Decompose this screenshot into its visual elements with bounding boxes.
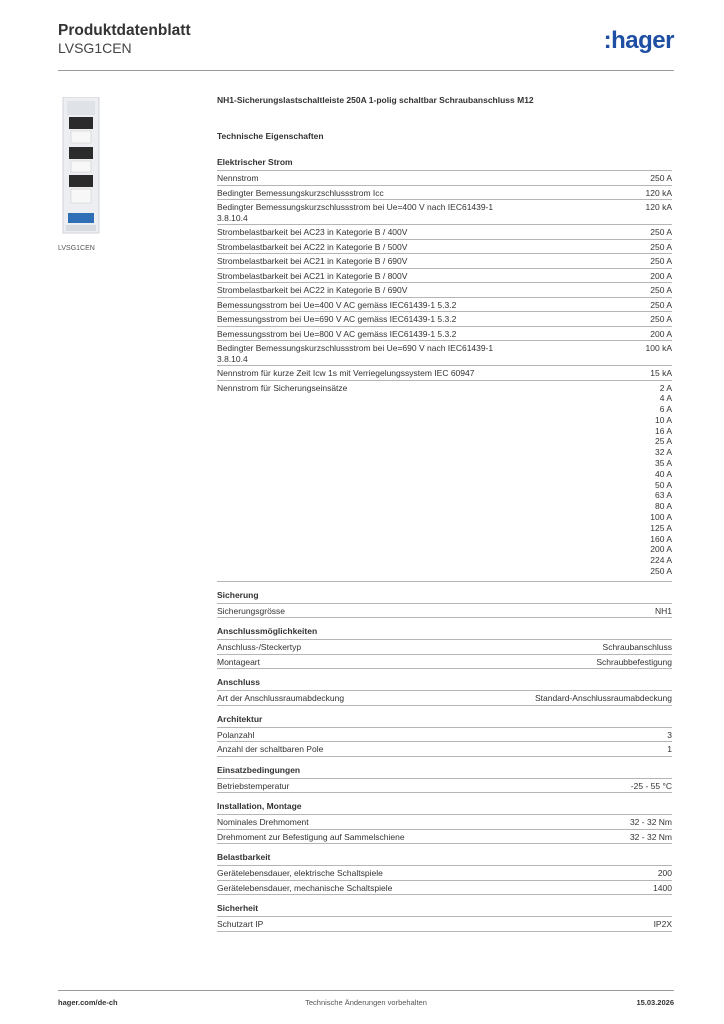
spec-label: Art der Anschlussraumabdeckung: [217, 693, 345, 704]
spec-label: Strombelastbarkeit bei AC22 in Kategorie B / 690V: [217, 285, 408, 295]
spec-label: Anzahl der schaltbaren Pole: [217, 744, 324, 755]
spec-row: [217, 341, 672, 366]
spec-row: [217, 200, 672, 225]
spec-label: Nennstrom für Sicherungseinsätze: [217, 382, 348, 393]
spec-label: Bedingter Bemessungskurzschlussstrom bei Ue=400 V nach IEC61439-1 3.8.10.4: [217, 202, 494, 223]
spec-value: Standard-Anschlussraumabdeckung: [534, 693, 672, 704]
fuse-rating-value: 25 A: [654, 436, 672, 447]
spec-value: Schraubbefestigung: [596, 656, 672, 667]
spec-section: [217, 801, 672, 844]
fuse-rating-value: 10 A: [654, 414, 672, 425]
spec-value: 200: [657, 868, 672, 879]
spec-label: Polanzahl: [217, 729, 255, 740]
spec-label: Strombelastbarkeit bei AC21 in Kategorie B / 690V: [217, 256, 408, 266]
fuse-rating-values: [650, 383, 672, 577]
spec-value: 15 kA: [650, 368, 672, 378]
spec-label: Anschluss-/Steckertyp: [217, 642, 302, 653]
spec-section: [217, 590, 672, 619]
spec-row: [217, 866, 672, 881]
footer-divider: [58, 990, 674, 991]
spec-row: [217, 254, 672, 269]
spec-row: [217, 779, 672, 794]
spec-row: [217, 186, 672, 201]
fuse-rating-value: 32 A: [654, 447, 672, 458]
spec-value: 250 A: [650, 256, 672, 266]
image-caption: LVSG1CEN: [58, 245, 95, 252]
fuse-rating-value: 4 A: [659, 393, 672, 404]
spec-row: [217, 640, 672, 655]
spec-label: Nominales Drehmoment: [217, 817, 309, 828]
spec-section: [217, 765, 672, 794]
spec-label: Strombelastbarkeit bei AC23 in Kategorie B / 400V: [217, 227, 408, 237]
spec-label: Bemessungsstrom bei Ue=800 V AC gemäss IEC61439-1 5.3.2: [217, 328, 457, 339]
section-title: Belastbarkeit: [217, 852, 672, 866]
spec-section: [217, 714, 672, 757]
section-title: Installation, Montage: [217, 801, 672, 815]
section-title: Elektrischer Strom: [217, 157, 672, 171]
spec-label: Bedingter Bemessungskurzschlussstrom bei Ue=690 V nach IEC61439-1 3.8.10.4: [217, 343, 494, 364]
spec-value: 3: [667, 729, 672, 740]
spec-value: 250 A: [650, 285, 672, 295]
fuse-rating-value: 125 A: [650, 522, 672, 533]
spec-row: [217, 269, 672, 284]
spec-value: 32 - 32 Nm: [629, 831, 672, 842]
page-header: [58, 22, 674, 62]
spec-label: Bemessungsstrom bei Ue=400 V AC gemäss IEC61439-1 5.3.2: [217, 299, 457, 310]
spec-section: [217, 852, 672, 895]
spec-section: [217, 626, 672, 669]
spec-label: Nennstrom: [217, 173, 259, 183]
spec-value: 200 A: [650, 328, 672, 339]
spec-label: Schutzart IP: [217, 919, 264, 930]
section-title: Sicherung: [217, 590, 672, 604]
section-title: Anschluss: [217, 677, 672, 691]
spec-value: -25 - 55 °C: [630, 780, 672, 791]
spec-value: Schraubanschluss: [602, 642, 672, 653]
section-title: Architektur: [217, 714, 672, 728]
spec-row: [217, 742, 672, 757]
spec-row: [217, 881, 672, 896]
spec-value: 250 A: [650, 241, 672, 252]
header-divider: [58, 70, 674, 71]
section-title: Sicherheit: [217, 903, 672, 917]
spec-value: 250 A: [650, 314, 672, 324]
spec-label: Bedingter Bemessungskurzschlussstrom Icc: [217, 187, 384, 198]
spec-label: Nennstrom für kurze Zeit Icw 1s mit Verriegelungssystem IEC 60947: [217, 368, 475, 378]
fuse-rating-value: 35 A: [654, 458, 672, 469]
product-description: NH1-Sicherungslastschaltleiste 250A 1-polig schaltbar Schraubanschluss M12: [217, 95, 534, 105]
spec-value: 250 A: [650, 173, 672, 183]
spec-row-fuse-ratings: [217, 381, 672, 582]
technical-properties-heading: Technische Eigenschaften: [217, 131, 324, 141]
spec-value: 1400: [653, 882, 672, 893]
spec-value: 120 kA: [645, 187, 672, 198]
fuse-rating-value: 50 A: [654, 479, 672, 490]
fuse-rating-value: 200 A: [650, 544, 672, 555]
fuse-rating-value: 2 A: [659, 382, 672, 393]
product-code: LVSG1CEN: [58, 40, 132, 56]
datasheet-content: [217, 95, 672, 940]
spec-value: 100 kA: [645, 343, 672, 353]
spec-value: IP2X: [653, 919, 672, 930]
hager-logo: :hager: [603, 27, 674, 54]
footer-notice: Technische Änderungen vorbehalten: [305, 998, 427, 1007]
spec-row: [217, 655, 672, 670]
spec-label: Drehmoment zur Befestigung auf Sammelschiene: [217, 831, 405, 842]
section-title: Anschlussmöglichkeiten: [217, 626, 672, 640]
spec-row: [217, 240, 672, 255]
spec-row: [217, 298, 672, 313]
spec-row: [217, 815, 672, 830]
spec-row: [217, 327, 672, 342]
spec-value: 120 kA: [645, 202, 672, 212]
fuse-rating-value: 6 A: [659, 404, 672, 415]
spec-label: Montageart: [217, 656, 260, 667]
spec-row: [217, 283, 672, 298]
spec-value: 250 A: [650, 299, 672, 310]
spec-row: [217, 225, 672, 240]
spec-row: [217, 728, 672, 743]
spec-row: [217, 312, 672, 327]
fuse-rating-value: 80 A: [654, 501, 672, 512]
spec-value: 1: [667, 744, 672, 755]
spec-label: Betriebstemperatur: [217, 780, 290, 791]
fuse-rating-value: 160 A: [650, 533, 672, 544]
spec-row: [217, 366, 672, 381]
spec-row: [217, 171, 672, 186]
spec-section: [217, 677, 672, 706]
spec-row: [217, 917, 672, 932]
footer-date: 15.03.2026: [636, 998, 674, 1007]
spec-label: Bemessungsstrom bei Ue=690 V AC gemäss IEC61439-1 5.3.2: [217, 314, 457, 324]
fuse-rating-value: 224 A: [650, 555, 672, 566]
spec-value: 32 - 32 Nm: [629, 817, 672, 828]
spec-label: Strombelastbarkeit bei AC21 in Kategorie B / 800V: [217, 270, 408, 281]
footer-website: hager.com/de-ch: [58, 998, 118, 1007]
spec-value: 250 A: [650, 227, 672, 237]
spec-row: [217, 830, 672, 845]
fuse-rating-value: 63 A: [654, 490, 672, 501]
spec-value: NH1: [654, 605, 672, 616]
fuse-rating-value: 100 A: [650, 512, 672, 523]
spec-label: Sicherungsgrösse: [217, 605, 286, 616]
fuse-rating-value: 16 A: [654, 425, 672, 436]
spec-label: Strombelastbarkeit bei AC22 in Kategorie B / 500V: [217, 241, 408, 252]
spec-section: [217, 903, 672, 932]
spec-row: [217, 604, 672, 619]
fuse-rating-value: 40 A: [654, 468, 672, 479]
spec-value: 200 A: [650, 270, 672, 281]
spec-row: [217, 691, 672, 706]
spec-label: Gerätelebensdauer, mechanische Schaltspiele: [217, 882, 393, 893]
section-title: Einsatzbedingungen: [217, 765, 672, 779]
spec-label: Gerätelebensdauer, elektrische Schaltspiele: [217, 868, 383, 879]
document-title: Produktdatenblatt: [58, 22, 191, 39]
fuse-rating-value: 250 A: [650, 566, 672, 577]
section-elektrischer-strom: [217, 157, 672, 582]
product-image: [58, 97, 200, 235]
